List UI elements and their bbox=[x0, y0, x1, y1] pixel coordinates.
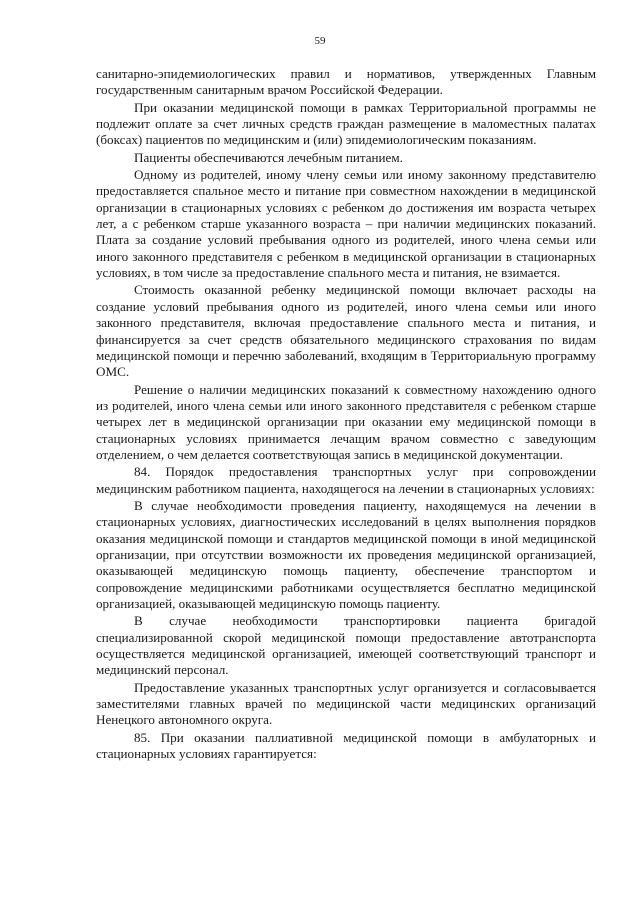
paragraph-11: 85. При оказании паллиативной медицинской помощи в амбулаторных и стационарных условиях гарантируется: bbox=[96, 729, 596, 762]
paragraph-7: 84. Порядок предоставления транспортных услуг при сопровождении медицинским работником пациента, находящегося на лечении в стационарных условиях: bbox=[96, 464, 596, 496]
document-body bbox=[96, 66, 596, 763]
paragraph-3: Пациенты обеспечиваются лечебным питанием. bbox=[134, 149, 403, 165]
paragraph-5: Стоимость оказанной ребенку медицинской помощи включает расходы на создание условий пребывания одного из родителей, иного члена семьи или иного законного представителя, включая предоставление спального места и питания, и финансируется за счет средств обязательного медицинского страхования по видам медицинской помощи и перечню заболеваний, входящим в Территориальную программу ОМС. bbox=[96, 282, 596, 380]
paragraph-8: В случае необходимости проведения пациенту, находящемуся на лечении в стационарных условиях, диагностических исследований в целях выполнения порядков оказания медицинской помощи и стандартов медицинской помощи в иной медицинской организации, при отсутствии возможности их проведения медицинской организацией, оказывающей медицинскую помощь пациенту, обеспечение транспортом и сопровождение медицинскими работниками осуществляется бесплатно медицинской организацией, оказывающей медицинскую помощь пациенту. bbox=[96, 497, 596, 611]
paragraph-6: Решение о наличии медицинских показаний к совместному нахождению одного из родителей, иного члена семьи или иного законного представителя с ребенком старше четырех лет в медицинской организации при оказании ему медицинской помощи в стационарных условиях принимается лечащим врачом совместно с заведующим отделением, о чем делается соответствующая запись в медицинской документации. bbox=[96, 381, 596, 462]
page-number: 59 bbox=[314, 35, 326, 47]
paragraph-4: Одному из родителей, иному члену семьи или иному законному представителю предоставляется спальное место и питание при совместном нахождении в медицинской организации в стационарных условиях с ребенком до достижения им возраста четырех лет, а с ребенком старше указанного возраста – при наличии медицинских показаний. Плата за создание условий пребывания одного из родителей, иного члена семьи или иного законного представителя с ребенком в медицинской организации в стационарных условиях, в том числе за предоставление спального места и питания, не взимается. bbox=[96, 167, 596, 281]
paragraph-2: При оказании медицинской помощи в рамках Территориальной программы не подлежит оплате за счет личных средств граждан размещение в маломестных палатах (боксах) пациентов по медицинским и (или) эпидемиологическим показаниям. bbox=[96, 99, 596, 148]
paragraph-9: В случае необходимости транспортировки пациента бригадой специализированной скорой медицинской помощи предоставление автотранспорта осуществляется медицинской организацией, имеющей соответствующий транспорт и медицинский персонал. bbox=[96, 613, 596, 678]
paragraph-1: санитарно-эпидемиологических правил и нормативов, утвержденных Главным государственным санитарным врачом Российской Федерации. bbox=[96, 66, 596, 98]
paragraph-10: Предоставление указанных транспортных услуг организуется и согласовывается заместителями главных врачей по медицинской части медицинских организаций Ненецкого автономного округа. bbox=[96, 679, 596, 728]
